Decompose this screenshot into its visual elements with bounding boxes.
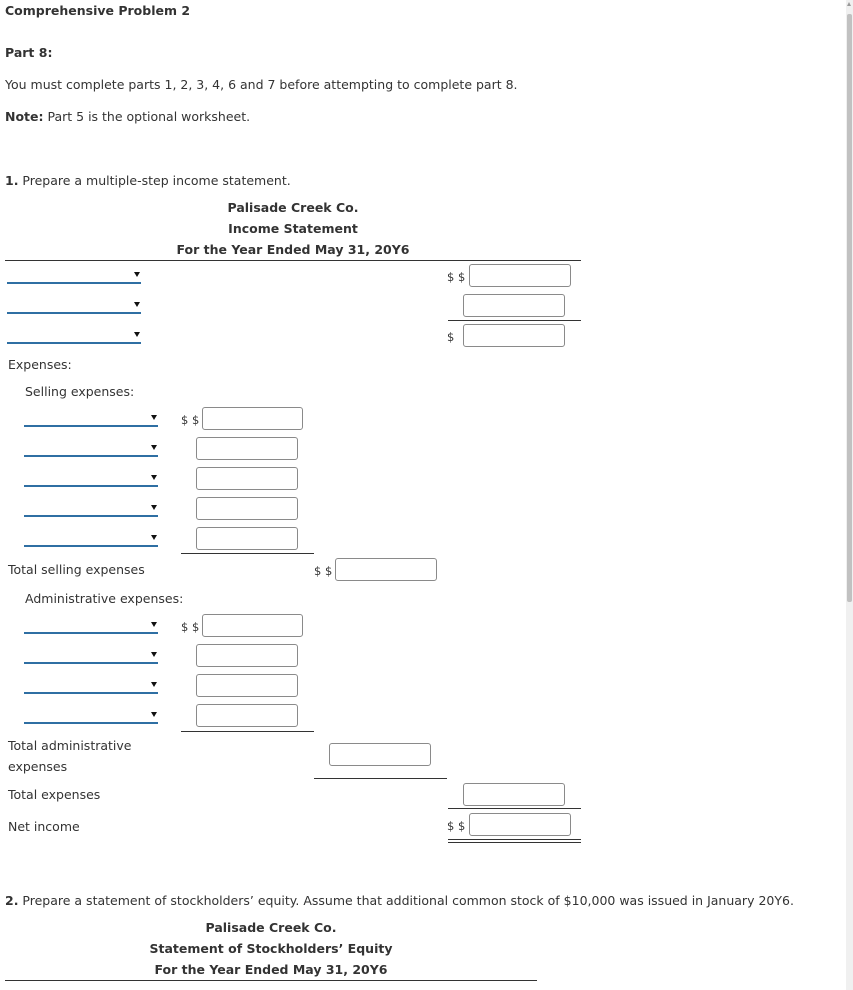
part-label: Part 8: xyxy=(5,45,53,60)
chevron-down-icon xyxy=(151,535,157,540)
chevron-down-icon xyxy=(134,302,140,307)
subtotal-underline xyxy=(314,778,447,779)
selling-expense-select-1[interactable] xyxy=(24,411,158,427)
page-title: Comprehensive Problem 2 xyxy=(5,3,191,18)
is-period: For the Year Ended May 31, 20Y6 xyxy=(176,242,410,257)
net-income-label: Net income xyxy=(8,819,80,834)
is-statement-name: Income Statement xyxy=(228,221,358,236)
instruction-text: You must complete parts 1, 2, 3, 4, 6 and 7 before attempting to complete part 8. xyxy=(5,77,518,92)
chevron-down-icon xyxy=(134,332,140,337)
chevron-down-icon xyxy=(151,652,157,657)
admin-expense-input-2[interactable] xyxy=(196,644,298,667)
chevron-down-icon xyxy=(151,712,157,717)
se-company-name: Palisade Creek Co. xyxy=(205,920,337,935)
currency-symbol: $ $ xyxy=(447,819,466,833)
admin-expense-select-2[interactable] xyxy=(24,648,158,664)
chevron-down-icon xyxy=(151,622,157,627)
currency-symbol: $ xyxy=(447,330,455,344)
scroll-up-arrow-icon[interactable] xyxy=(847,2,851,6)
subtotal-underline xyxy=(448,808,581,809)
selling-expense-select-5[interactable] xyxy=(24,531,158,547)
total-selling-expenses-input[interactable] xyxy=(335,558,437,581)
currency-symbol: $ $ xyxy=(447,270,466,284)
revenue-account-select-2[interactable] xyxy=(7,298,141,314)
total-selling-expenses-label: Total selling expenses xyxy=(8,562,145,577)
question-2-text: Prepare a statement of stockholders’ equity. Assume that additional common stock of $10,000 was issued in January 20Y6. xyxy=(18,893,794,908)
chevron-down-icon xyxy=(134,272,140,277)
subtotal-underline xyxy=(181,553,314,554)
question-1-number: 1. xyxy=(5,173,19,188)
selling-expense-select-2[interactable] xyxy=(24,441,158,457)
selling-expenses-label: Selling expenses: xyxy=(25,384,135,399)
selling-expense-input-2[interactable] xyxy=(196,437,298,460)
question-1-text: Prepare a multiple-step income statement. xyxy=(18,173,291,188)
chevron-down-icon xyxy=(151,445,157,450)
admin-expense-select-4[interactable] xyxy=(24,708,158,724)
admin-expense-input-4[interactable] xyxy=(196,704,298,727)
administrative-expenses-label: Administrative expenses: xyxy=(25,591,184,606)
header-underline xyxy=(5,980,537,981)
admin-expense-select-3[interactable] xyxy=(24,678,158,694)
header-underline xyxy=(5,260,581,261)
question-1 xyxy=(5,173,291,188)
currency-symbol: $ $ xyxy=(181,620,200,634)
admin-expense-select-1[interactable] xyxy=(24,618,158,634)
revenue-amount-input-2[interactable] xyxy=(463,294,565,317)
revenue-account-select-1[interactable] xyxy=(7,268,141,284)
currency-symbol: $ $ xyxy=(181,413,200,427)
total-administrative-expenses-input[interactable] xyxy=(329,743,431,766)
admin-expense-input-3[interactable] xyxy=(196,674,298,697)
se-statement-name: Statement of Stockholders’ Equity xyxy=(149,941,393,956)
note-text xyxy=(5,109,250,124)
chevron-down-icon xyxy=(151,415,157,420)
total-administrative-expenses-label-line2: expenses xyxy=(8,759,68,774)
double-underline xyxy=(448,839,581,843)
chevron-down-icon xyxy=(151,682,157,687)
question-2-number: 2. xyxy=(5,893,19,908)
subtotal-underline xyxy=(448,320,581,321)
total-expenses-input[interactable] xyxy=(463,783,565,806)
note-label: Note: xyxy=(5,109,44,124)
revenue-amount-input-1[interactable] xyxy=(469,264,571,287)
selling-expense-select-3[interactable] xyxy=(24,471,158,487)
total-expenses-label: Total expenses xyxy=(8,787,101,802)
revenue-amount-input-3[interactable] xyxy=(463,324,565,347)
scrollbar-thumb[interactable] xyxy=(847,14,852,602)
selling-expense-input-5[interactable] xyxy=(196,527,298,550)
selling-expense-input-3[interactable] xyxy=(196,467,298,490)
expenses-label: Expenses: xyxy=(8,357,72,372)
selling-expense-input-4[interactable] xyxy=(196,497,298,520)
revenue-account-select-3[interactable] xyxy=(7,328,141,344)
chevron-down-icon xyxy=(151,475,157,480)
question-2 xyxy=(5,893,794,908)
selling-expense-select-4[interactable] xyxy=(24,501,158,517)
admin-expense-input-1[interactable] xyxy=(202,614,303,637)
subtotal-underline xyxy=(181,731,314,732)
currency-symbol: $ $ xyxy=(314,564,333,578)
selling-expense-input-1[interactable] xyxy=(202,407,303,430)
note-body: Part 5 is the optional worksheet. xyxy=(43,109,251,124)
vertical-scrollbar[interactable] xyxy=(846,0,853,990)
is-company-name: Palisade Creek Co. xyxy=(227,200,359,215)
net-income-input[interactable] xyxy=(469,813,571,836)
total-administrative-expenses-label: Total administrative xyxy=(8,738,132,753)
se-period: For the Year Ended May 31, 20Y6 xyxy=(154,962,388,977)
chevron-down-icon xyxy=(151,505,157,510)
